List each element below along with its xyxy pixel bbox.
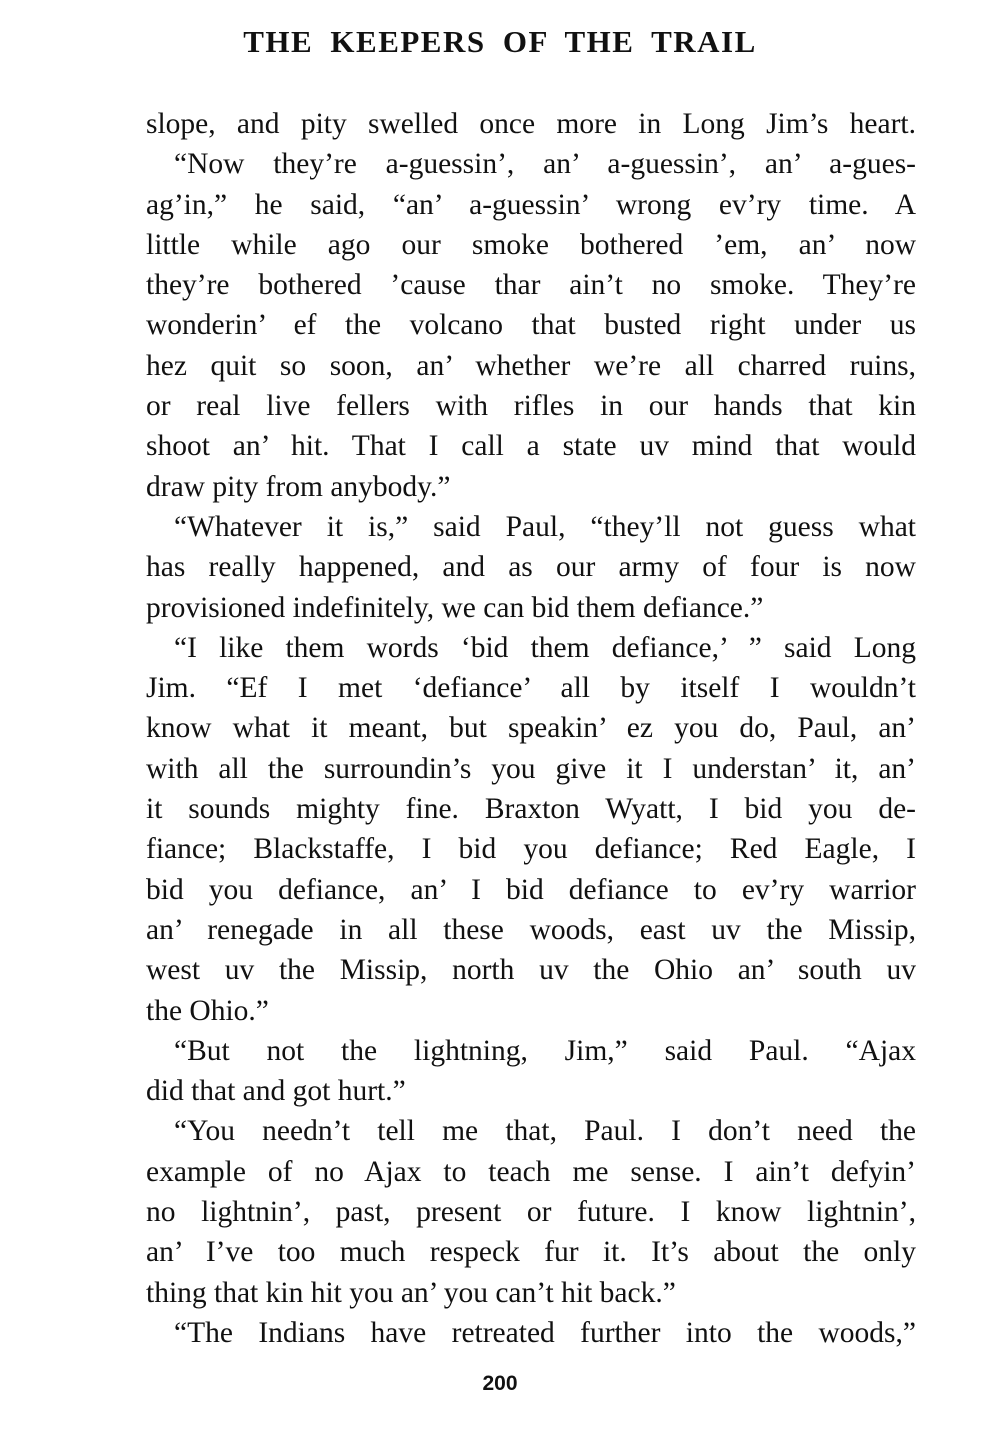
text-line: draw pity from anybody.” bbox=[146, 470, 451, 503]
text-line: slope, and pity swelled once more in Long Jim’s heart. bbox=[146, 108, 916, 140]
text-line: an’ renegade in all these woods, east uv the Missip, bbox=[146, 913, 916, 946]
text-line: wonderin’ ef the volcano that busted right under us bbox=[146, 309, 916, 342]
text-line: “Now they’re a-guessin’, an’ a-guessin’, an’ a-gues- bbox=[174, 148, 916, 181]
text-line: fiance; Blackstaffe, I bid you defiance; Red Eagle, I bbox=[146, 833, 916, 866]
text-line: little while ago our smoke bothered ’em, an’ now bbox=[146, 228, 916, 261]
text-line: “The Indians have retreated further into the woods,” bbox=[174, 1316, 916, 1349]
text-line: provisioned indefinitely, we can bid them defiance.” bbox=[146, 591, 764, 624]
text-line: shoot an’ hit. That I call a state uv mind that would bbox=[146, 430, 916, 463]
text-line: it sounds mighty fine. Braxton Wyatt, I bid you de- bbox=[146, 793, 916, 826]
text-line: ag’in,” he said, “an’ a-guessin’ wrong ev’ry time. A bbox=[146, 188, 916, 221]
text-line: an’ I’ve too much respeck fur it. It’s about the only bbox=[146, 1236, 916, 1269]
text-line: the Ohio.” bbox=[146, 994, 269, 1027]
text-line: Jim. “Ef I met ‘defiance’ all by itself I wouldn’t bbox=[146, 672, 916, 705]
body-text bbox=[146, 104, 916, 1353]
page-number: 200 bbox=[482, 1372, 518, 1395]
running-head: THE KEEPERS OF THE TRAIL bbox=[243, 24, 757, 59]
text-line: with all the surroundin’s you give it I understan’ it, an’ bbox=[146, 752, 916, 785]
text-line: “Whatever it is,” said Paul, “they’ll not guess what bbox=[174, 510, 916, 543]
text-line: did that and got hurt.” bbox=[146, 1075, 406, 1108]
text-line: “But not the lightning, Jim,” said Paul. “Ajax bbox=[174, 1034, 916, 1067]
text-line: thing that kin hit you an’ you can’t hit back.” bbox=[146, 1276, 676, 1309]
text-line: west uv the Missip, north uv the Ohio an’ south uv bbox=[146, 954, 916, 987]
text-line: or real live fellers with rifles in our hands that kin bbox=[146, 390, 916, 423]
text-line: example of no Ajax to teach me sense. I ain’t defyin’ bbox=[146, 1155, 916, 1188]
text-line: no lightnin’, past, present or future. I know lightnin’, bbox=[146, 1196, 916, 1229]
text-line: bid you defiance, an’ I bid defiance to ev’ry warrior bbox=[146, 873, 916, 906]
text-line: has really happened, and as our army of four is now bbox=[146, 551, 916, 584]
text-line: “You needn’t tell me that, Paul. I don’t need the bbox=[174, 1115, 916, 1148]
text-line: they’re bothered ’cause thar ain’t no smoke. They’re bbox=[146, 269, 916, 302]
text-line: hez quit so soon, an’ whether we’re all charred ruins, bbox=[146, 349, 916, 382]
text-line: “I like them words ‘bid them defiance,’ ” said Long bbox=[174, 631, 916, 664]
text-line: know what it meant, but speakin’ ez you do, Paul, an’ bbox=[146, 712, 916, 745]
